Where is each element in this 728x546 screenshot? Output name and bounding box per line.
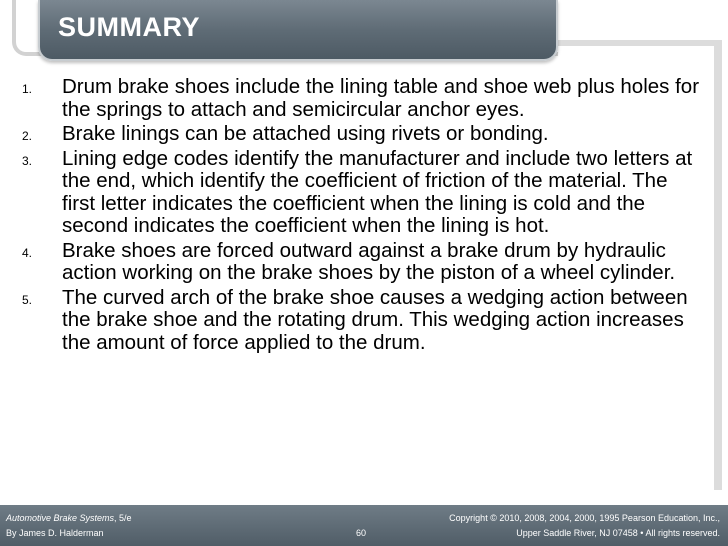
right-decorative-rail bbox=[714, 40, 722, 490]
publisher-address: Upper Saddle River, NJ 07458 • All rights reserved. bbox=[516, 528, 720, 538]
slide-title: SUMMARY bbox=[58, 12, 200, 42]
item-number: 2. bbox=[22, 129, 33, 143]
title-bar bbox=[38, 0, 558, 61]
item-text: The curved arch of the brake shoe causes a wedging action between the brake shoe and the rotating drum. This wedging action increases the amount of force applied to the drum. bbox=[62, 285, 688, 354]
summary-item-1 bbox=[22, 76, 702, 121]
item-number: 1. bbox=[22, 82, 33, 96]
item-text: Brake shoes are forced outward against a brake drum by hydraulic action working on the brake shoes by the piston of a wheel cylinder. bbox=[62, 238, 676, 284]
summary-item-3 bbox=[22, 148, 702, 238]
item-number: 3. bbox=[22, 153, 33, 168]
item-text: Brake linings can be attached using rivets or bonding. bbox=[62, 122, 549, 145]
summary-item-2 bbox=[22, 123, 702, 146]
item-text: Drum brake shoes include the lining table and shoe web plus holes for the springs to attach and semicircular anchor eyes. bbox=[62, 75, 700, 121]
summary-item-5 bbox=[22, 287, 702, 355]
book-title: Automotive Brake Systems bbox=[6, 513, 115, 523]
book-author: By James D. Halderman bbox=[6, 528, 104, 538]
footer-bar bbox=[0, 505, 728, 546]
copyright-text: Copyright © 2010, 2008, 2004, 2000, 1995 Pearson Education, Inc., bbox=[449, 513, 720, 523]
footer-copyright bbox=[449, 511, 720, 541]
footer-book-info bbox=[6, 511, 132, 541]
page-number: 60 bbox=[356, 528, 367, 538]
summary-item-4 bbox=[22, 240, 702, 285]
right-decorative-rail-top bbox=[558, 40, 722, 46]
item-number: 5. bbox=[22, 292, 33, 307]
summary-list bbox=[22, 76, 702, 356]
book-edition: , 5/e bbox=[114, 513, 132, 523]
item-text: Lining edge codes identify the manufacturer and include two letters at the end, which identify the coefficient of friction of the material. The first letter indicates the coefficient when the lining is cold and the second indicates the coefficient when the lining is hot. bbox=[62, 146, 693, 237]
item-number: 4. bbox=[22, 245, 33, 260]
